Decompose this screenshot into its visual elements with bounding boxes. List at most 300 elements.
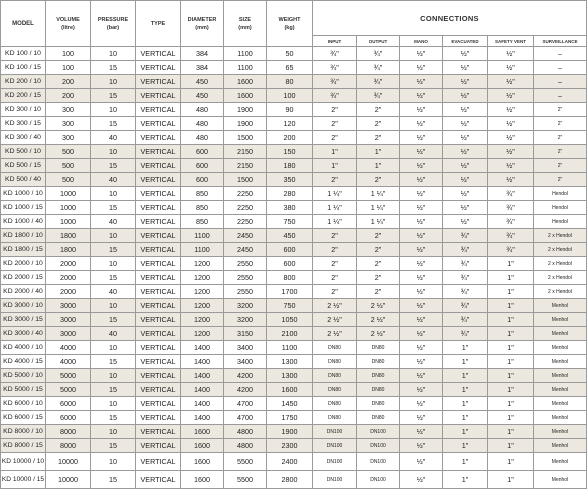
cell-weight: 2300 [267,439,313,453]
cell-surveillance: 2 x Hendol [534,229,587,243]
cell-evacuated: ½" [443,47,488,61]
cell-mano: ½" [400,243,443,257]
cell-safety-vent: ½" [488,117,534,131]
cell-surveillance: Menhol [534,341,587,355]
cell-surveillance: Hendol [534,215,587,229]
cell-input: 2" [313,285,357,299]
cell-type: VERTICAL [136,75,181,89]
cell-size: 4700 [224,411,267,425]
cell-diameter: 480 [181,117,224,131]
cell-input: 1 ¼" [313,187,357,201]
cell-pressure: 15 [91,313,136,327]
cell-weight: 120 [267,117,313,131]
cell-diameter: 600 [181,145,224,159]
cell-size: 1900 [224,103,267,117]
header-weight-unit: (kg) [284,24,295,31]
cell-safety-vent: ½" [488,89,534,103]
cell-pressure: 15 [91,411,136,425]
cell-surveillance: Menhol [534,299,587,313]
cell-diameter: 450 [181,89,224,103]
table-row [1,285,587,299]
cell-mano: ½" [400,471,443,489]
cell-safety-vent: 1" [488,453,534,471]
cell-volume: 10000 [46,471,91,489]
cell-type: VERTICAL [136,215,181,229]
cell-output: DN100 [357,439,400,453]
cell-weight: 280 [267,187,313,201]
cell-surveillance: Menhol [534,355,587,369]
cell-output: 1 ¼" [357,187,400,201]
cell-weight: 1450 [267,397,313,411]
cell-mano: ½" [400,313,443,327]
cell-safety-vent: 1" [488,285,534,299]
cell-volume: 5000 [46,369,91,383]
cell-model: KD 3000 / 15 [1,313,46,327]
cell-input: ¾" [313,47,357,61]
cell-output: DN80 [357,369,400,383]
cell-size: 3400 [224,355,267,369]
cell-volume: 3000 [46,299,91,313]
cell-output: 1 ¼" [357,215,400,229]
cell-size: 1500 [224,131,267,145]
table-row [1,103,587,117]
cell-model: KD 100 / 15 [1,61,46,75]
cell-model: KD 200 / 15 [1,89,46,103]
cell-evacuated: ½" [443,159,488,173]
cell-size: 2550 [224,257,267,271]
table-row [1,145,587,159]
cell-safety-vent: 1" [488,327,534,341]
cell-model: KD 500 / 10 [1,145,46,159]
cell-size: 2250 [224,215,267,229]
cell-size: 2250 [224,201,267,215]
cell-volume: 200 [46,89,91,103]
cell-diameter: 1400 [181,397,224,411]
cell-diameter: 1200 [181,299,224,313]
cell-pressure: 15 [91,243,136,257]
cell-safety-vent: 1" [488,299,534,313]
cell-mano: ½" [400,453,443,471]
table-header [1,1,587,47]
cell-weight: 2100 [267,327,313,341]
cell-safety-vent: ¾" [488,201,534,215]
cell-type: VERTICAL [136,257,181,271]
cell-input: 2 ½" [313,313,357,327]
cell-input: DN100 [313,425,357,439]
table-row [1,471,587,489]
cell-diameter: 1600 [181,471,224,489]
cell-weight: 200 [267,131,313,145]
cell-weight: 1300 [267,369,313,383]
cell-size: 5500 [224,471,267,489]
table-row [1,257,587,271]
cell-volume: 1000 [46,215,91,229]
cell-volume: 300 [46,103,91,117]
cell-safety-vent: ¾" [488,187,534,201]
header-safety-vent: SAFETY VENT [488,36,534,47]
cell-weight: 750 [267,215,313,229]
cell-type: VERTICAL [136,173,181,187]
cell-size: 4200 [224,369,267,383]
cell-surveillance: – [534,61,587,75]
table-row [1,229,587,243]
cell-pressure: 10 [91,145,136,159]
header-diameter-unit: (mm) [195,24,209,31]
cell-safety-vent: ½" [488,159,534,173]
cell-evacuated: ¾" [443,285,488,299]
cell-pressure: 10 [91,47,136,61]
cell-model: KD 1000 / 15 [1,201,46,215]
cell-diameter: 384 [181,47,224,61]
cell-type: VERTICAL [136,117,181,131]
cell-input: DN80 [313,369,357,383]
cell-weight: 80 [267,75,313,89]
cell-volume: 3000 [46,313,91,327]
cell-weight: 90 [267,103,313,117]
cell-evacuated: ½" [443,75,488,89]
cell-output: ¾" [357,61,400,75]
cell-mano: ½" [400,229,443,243]
cell-volume: 2000 [46,271,91,285]
header-size-unit: (mm) [238,24,252,31]
cell-output: 2" [357,117,400,131]
table-row [1,201,587,215]
cell-weight: 1050 [267,313,313,327]
cell-type: VERTICAL [136,313,181,327]
cell-weight: 2400 [267,453,313,471]
header-output: OUTPUT [357,36,400,47]
cell-volume: 300 [46,131,91,145]
table-row [1,89,587,103]
cell-type: VERTICAL [136,61,181,75]
cell-weight: 100 [267,89,313,103]
cell-model: KD 300 / 10 [1,103,46,117]
cell-output: ¾" [357,47,400,61]
cell-volume: 1000 [46,187,91,201]
cell-mano: ½" [400,439,443,453]
cell-pressure: 10 [91,453,136,471]
cell-size: 1900 [224,117,267,131]
cell-pressure: 15 [91,383,136,397]
table-row [1,271,587,285]
cell-size: 2150 [224,145,267,159]
cell-surveillance: 2" [534,117,587,131]
cell-weight: 1100 [267,341,313,355]
cell-pressure: 40 [91,285,136,299]
cell-volume: 4000 [46,355,91,369]
cell-input: 1" [313,159,357,173]
cell-volume: 2000 [46,285,91,299]
cell-type: VERTICAL [136,159,181,173]
cell-output: 2" [357,103,400,117]
cell-output: 2" [357,257,400,271]
cell-input: 2" [313,173,357,187]
cell-output: 2" [357,173,400,187]
cell-volume: 300 [46,117,91,131]
cell-output: DN100 [357,425,400,439]
table-row [1,47,587,61]
cell-diameter: 1200 [181,285,224,299]
cell-diameter: 480 [181,103,224,117]
cell-output: 2" [357,131,400,145]
table-row [1,159,587,173]
cell-safety-vent: ½" [488,47,534,61]
cell-pressure: 10 [91,299,136,313]
cell-volume: 5000 [46,383,91,397]
cell-pressure: 10 [91,257,136,271]
cell-diameter: 850 [181,187,224,201]
cell-type: VERTICAL [136,453,181,471]
cell-surveillance: 2" [534,131,587,145]
cell-mano: ½" [400,61,443,75]
cell-surveillance: 2 x Hendol [534,271,587,285]
cell-diameter: 600 [181,159,224,173]
table-row [1,131,587,145]
cell-input: ¾" [313,61,357,75]
cell-type: VERTICAL [136,341,181,355]
cell-weight: 800 [267,271,313,285]
cell-mano: ½" [400,397,443,411]
cell-mano: ½" [400,103,443,117]
table-row [1,369,587,383]
cell-output: DN100 [357,471,400,489]
cell-output: 2" [357,271,400,285]
cell-type: VERTICAL [136,131,181,145]
cell-mano: ½" [400,425,443,439]
cell-safety-vent: 1" [488,355,534,369]
cell-type: VERTICAL [136,383,181,397]
cell-type: VERTICAL [136,369,181,383]
cell-type: VERTICAL [136,397,181,411]
cell-surveillance: Menhol [534,439,587,453]
cell-weight: 600 [267,257,313,271]
cell-weight: 1750 [267,411,313,425]
cell-mano: ½" [400,89,443,103]
cell-evacuated: 1" [443,369,488,383]
cell-model: KD 1000 / 10 [1,187,46,201]
table-row [1,243,587,257]
cell-diameter: 1600 [181,439,224,453]
cell-volume: 6000 [46,411,91,425]
cell-size: 3200 [224,313,267,327]
table-row [1,215,587,229]
cell-evacuated: ¾" [443,243,488,257]
cell-surveillance: Menhol [534,383,587,397]
cell-surveillance: Menhol [534,453,587,471]
cell-evacuated: 1" [443,383,488,397]
cell-weight: 350 [267,173,313,187]
cell-size: 3400 [224,341,267,355]
cell-model: KD 5000 / 10 [1,369,46,383]
cell-type: VERTICAL [136,103,181,117]
cell-evacuated: 1" [443,355,488,369]
table-row [1,187,587,201]
table-row [1,341,587,355]
cell-surveillance: – [534,75,587,89]
cell-evacuated: ¾" [443,327,488,341]
cell-pressure: 15 [91,159,136,173]
cell-pressure: 15 [91,61,136,75]
cell-size: 1100 [224,47,267,61]
cell-model: KD 200 / 10 [1,75,46,89]
cell-pressure: 40 [91,131,136,145]
cell-input: 2" [313,103,357,117]
table-row [1,397,587,411]
cell-diameter: 384 [181,61,224,75]
cell-evacuated: ¾" [443,257,488,271]
cell-volume: 500 [46,173,91,187]
cell-safety-vent: ½" [488,75,534,89]
cell-type: VERTICAL [136,243,181,257]
cell-mano: ½" [400,299,443,313]
cell-mano: ½" [400,355,443,369]
header-evacuated: EVACUATED [443,36,488,47]
cell-surveillance: 2" [534,159,587,173]
cell-safety-vent: ½" [488,131,534,145]
cell-output: ¾" [357,89,400,103]
cell-weight: 600 [267,243,313,257]
cell-weight: 150 [267,145,313,159]
header-size [224,1,267,47]
cell-model: KD 5000 / 15 [1,383,46,397]
cell-surveillance: 2 x Hendol [534,285,587,299]
cell-pressure: 15 [91,271,136,285]
cell-weight: 450 [267,229,313,243]
cell-mano: ½" [400,201,443,215]
cell-mano: ½" [400,145,443,159]
cell-type: VERTICAL [136,229,181,243]
cell-surveillance: Menhol [534,411,587,425]
cell-safety-vent: ¾" [488,215,534,229]
cell-evacuated: 1" [443,471,488,489]
cell-input: DN80 [313,355,357,369]
cell-volume: 1800 [46,229,91,243]
cell-type: VERTICAL [136,327,181,341]
cell-output: DN80 [357,383,400,397]
cell-type: VERTICAL [136,299,181,313]
cell-safety-vent: 1" [488,271,534,285]
header-type: TYPE [136,1,181,47]
cell-size: 2150 [224,159,267,173]
cell-model: KD 10000 / 10 [1,453,46,471]
cell-mano: ½" [400,341,443,355]
cell-pressure: 10 [91,397,136,411]
cell-type: VERTICAL [136,439,181,453]
cell-size: 1500 [224,173,267,187]
cell-type: VERTICAL [136,47,181,61]
cell-model: KD 2000 / 40 [1,285,46,299]
cell-evacuated: ½" [443,201,488,215]
cell-diameter: 1200 [181,257,224,271]
cell-mano: ½" [400,187,443,201]
cell-model: KD 1800 / 15 [1,243,46,257]
cell-weight: 180 [267,159,313,173]
cell-volume: 8000 [46,425,91,439]
cell-pressure: 15 [91,117,136,131]
cell-volume: 4000 [46,341,91,355]
cell-output: DN80 [357,397,400,411]
cell-surveillance: Menhol [534,397,587,411]
cell-type: VERTICAL [136,89,181,103]
table-row [1,383,587,397]
cell-diameter: 1100 [181,229,224,243]
cell-surveillance: 2" [534,145,587,159]
cell-safety-vent: ½" [488,61,534,75]
cell-type: VERTICAL [136,471,181,489]
cell-model: KD 8000 / 15 [1,439,46,453]
cell-safety-vent: 1" [488,411,534,425]
cell-evacuated: 1" [443,453,488,471]
cell-output: DN80 [357,355,400,369]
cell-diameter: 450 [181,75,224,89]
header-diameter [181,1,224,47]
cell-weight: 380 [267,201,313,215]
cell-model: KD 8000 / 10 [1,425,46,439]
cell-weight: 1300 [267,355,313,369]
cell-pressure: 10 [91,103,136,117]
cell-size: 1600 [224,89,267,103]
cell-volume: 2000 [46,257,91,271]
cell-weight: 50 [267,47,313,61]
cell-type: VERTICAL [136,425,181,439]
header-connections: CONNECTIONS [313,1,587,36]
cell-evacuated: 1" [443,411,488,425]
cell-diameter: 1600 [181,453,224,471]
cell-pressure: 10 [91,369,136,383]
cell-weight: 65 [267,61,313,75]
cell-evacuated: 1" [443,439,488,453]
header-volume [46,1,91,47]
cell-weight: 1600 [267,383,313,397]
cell-volume: 500 [46,145,91,159]
cell-model: KD 1800 / 10 [1,229,46,243]
cell-evacuated: 1" [443,425,488,439]
cell-input: 1 ¼" [313,201,357,215]
cell-output: 2" [357,285,400,299]
cell-volume: 8000 [46,439,91,453]
cell-diameter: 1400 [181,411,224,425]
cell-safety-vent: 1" [488,471,534,489]
cell-weight: 750 [267,299,313,313]
header-input: INPUT [313,36,357,47]
cell-safety-vent: 1" [488,341,534,355]
header-mano: MANO [400,36,443,47]
cell-volume: 6000 [46,397,91,411]
cell-pressure: 15 [91,439,136,453]
cell-output: DN100 [357,453,400,471]
cell-surveillance: Menhol [534,327,587,341]
cell-volume: 10000 [46,453,91,471]
cell-mano: ½" [400,131,443,145]
cell-evacuated: ½" [443,117,488,131]
cell-diameter: 600 [181,173,224,187]
cell-size: 2450 [224,229,267,243]
cell-diameter: 1200 [181,313,224,327]
cell-diameter: 1600 [181,425,224,439]
cell-type: VERTICAL [136,145,181,159]
cell-mano: ½" [400,117,443,131]
cell-model: KD 300 / 15 [1,117,46,131]
cell-pressure: 10 [91,187,136,201]
cell-mano: ½" [400,327,443,341]
cell-volume: 1800 [46,243,91,257]
cell-volume: 1000 [46,201,91,215]
cell-safety-vent: ½" [488,173,534,187]
cell-output: 1" [357,159,400,173]
cell-type: VERTICAL [136,271,181,285]
cell-output: DN80 [357,411,400,425]
cell-model: KD 6000 / 15 [1,411,46,425]
